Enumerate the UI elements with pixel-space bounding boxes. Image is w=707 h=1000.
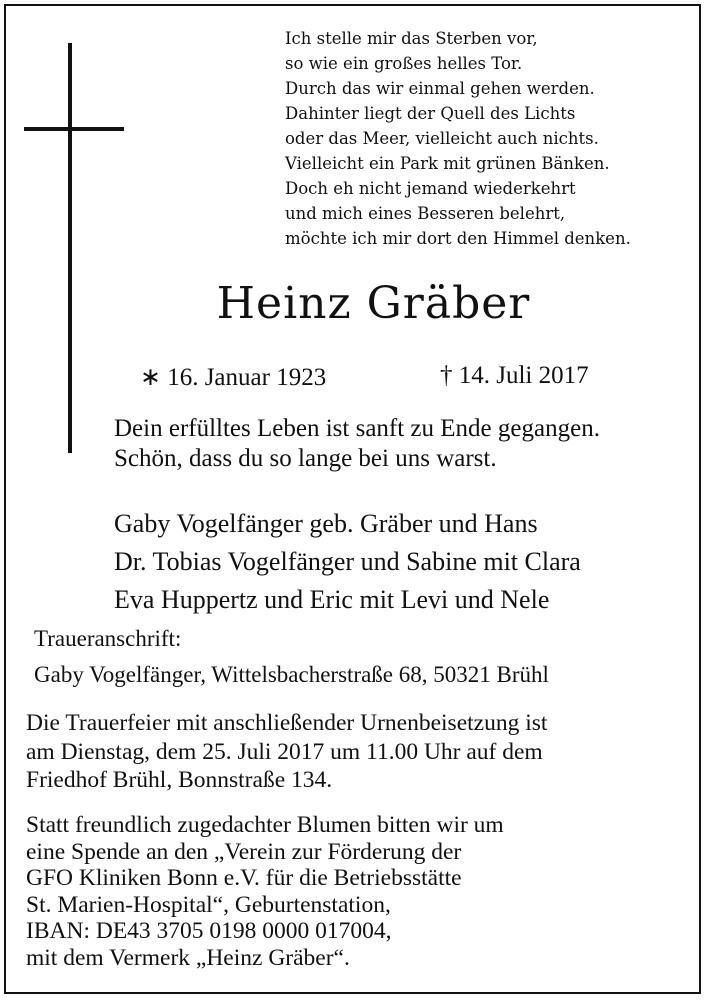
donation-line: IBAN: DE43 3705 0198 0000 017004, — [26, 918, 392, 944]
poem-line: oder das Meer, vielleicht auch nichts. — [285, 129, 599, 148]
donation-line: eine Spende an den „Verein zur Förderung der — [26, 838, 462, 865]
deceased-name: Heinz Gräber — [216, 278, 531, 329]
donation-line: GFO Kliniken Bonn e.V. für die Betriebsstätte — [26, 865, 462, 891]
address-label: Traueranschrift: — [34, 626, 182, 651]
funeral-info — [26, 709, 547, 795]
cross-icon-bar — [24, 127, 124, 131]
poem-line: möchte ich mir dort den Himmel denken. — [285, 229, 631, 248]
donation-line: mit dem Vermerk „Heinz Gräber“. — [26, 944, 350, 971]
poem-line: Ich stelle mir das Sterben vor, — [285, 29, 538, 48]
sentiment-text — [114, 414, 600, 474]
family-member: Dr. Tobias Vogelfänger und Sabine mit Clara — [114, 547, 581, 576]
address-value: Gaby Vogelfänger, Wittelsbacherstraße 68, 50321 Brühl — [34, 662, 549, 687]
poem-line: Doch eh nicht jemand wiederkehrt — [285, 179, 576, 198]
sentiment-line: Schön, dass du so lange bei uns warst. — [114, 445, 497, 472]
family-list — [114, 505, 581, 619]
donation-info — [26, 812, 504, 971]
family-member: Gaby Vogelfänger geb. Gräber und Hans — [114, 509, 538, 538]
poem-line: Vielleicht ein Park mit grünen Bänken. — [285, 154, 610, 173]
funeral-line: Friedhof Brühl, Bonnstraße 134. — [26, 767, 333, 793]
donation-line: St. Marien-Hospital“, Geburtenstation, — [26, 891, 391, 918]
poem-line: und mich eines Besseren belehrt, — [285, 204, 566, 223]
funeral-line: Die Trauerfeier mit anschließender Urnenbeisetzung ist — [26, 710, 548, 736]
poem-line: Dahinter liegt der Quell des Lichts — [285, 104, 576, 123]
funeral-line: am Dienstag, dem 25. Juli 2017 um 11.00 Uhr auf dem — [26, 738, 543, 765]
donation-line: Statt freundlich zugedachter Blumen bitten wir um — [26, 812, 504, 838]
poem-line: so wie ein großes helles Tor. — [285, 54, 523, 73]
death-date: † 14. Juli 2017 — [440, 362, 589, 389]
poem — [285, 26, 685, 251]
cross-icon — [68, 43, 72, 453]
sentiment-line: Dein erfülltes Leben ist sanft zu Ende gegangen. — [114, 415, 600, 442]
family-member: Eva Huppertz und Eric mit Levi und Nele — [114, 585, 550, 614]
birth-date: ∗ 16. Januar 1923 — [140, 364, 327, 391]
poem-line: Durch das wir einmal gehen werden. — [285, 79, 595, 98]
